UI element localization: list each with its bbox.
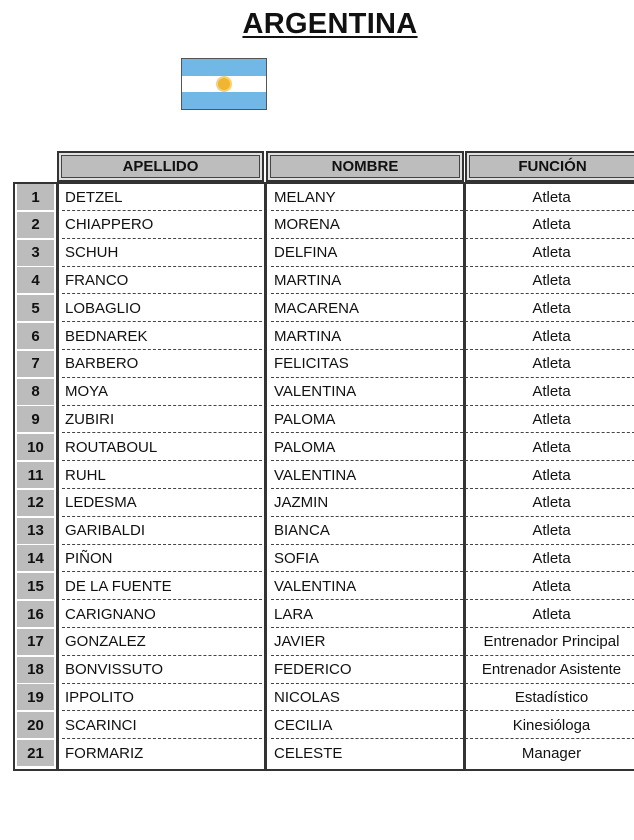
cell-nombre: LARA bbox=[271, 601, 463, 628]
table-row bbox=[15, 601, 634, 629]
cell-apellido: LOBAGLIO bbox=[62, 295, 262, 322]
table-row bbox=[15, 573, 634, 601]
cell-funcion: Atleta bbox=[465, 212, 634, 239]
row-number: 4 bbox=[17, 267, 54, 293]
row-number: 19 bbox=[17, 684, 54, 710]
table-row bbox=[15, 545, 634, 573]
row-number: 7 bbox=[17, 351, 54, 377]
cell-nombre: PALOMA bbox=[271, 434, 463, 461]
cell-apellido: SCHUH bbox=[62, 240, 262, 267]
row-number: 15 bbox=[17, 573, 54, 599]
cell-funcion: Entrenador Asistente bbox=[465, 657, 634, 684]
header-nombre: NOMBRE bbox=[266, 151, 464, 182]
table-row bbox=[15, 323, 634, 351]
cell-nombre: PALOMA bbox=[271, 406, 463, 433]
cell-apellido: MOYA bbox=[62, 379, 262, 406]
cell-apellido: IPPOLITO bbox=[62, 684, 262, 711]
cell-nombre: VALENTINA bbox=[271, 379, 463, 406]
table-row bbox=[15, 379, 634, 407]
table-row bbox=[15, 212, 634, 240]
header-funcion: FUNCIÓN bbox=[465, 151, 634, 182]
cell-funcion: Atleta bbox=[465, 240, 634, 267]
table-row bbox=[15, 267, 634, 295]
cell-funcion: Entrenador Principal bbox=[465, 629, 634, 656]
row-number: 8 bbox=[17, 379, 54, 405]
cell-funcion: Atleta bbox=[465, 267, 634, 294]
cell-funcion: Atleta bbox=[465, 323, 634, 350]
flag-band-bottom bbox=[182, 92, 266, 109]
cell-apellido: SCARINCI bbox=[62, 712, 262, 739]
cell-funcion: Atleta bbox=[465, 434, 634, 461]
cell-apellido: BEDNAREK bbox=[62, 323, 262, 350]
table-row bbox=[15, 295, 634, 323]
table-row bbox=[15, 684, 634, 712]
cell-apellido: ROUTABOUL bbox=[62, 434, 262, 461]
row-number: 13 bbox=[17, 518, 54, 544]
cell-apellido: FORMARIZ bbox=[65, 745, 144, 762]
cell-nombre: VALENTINA bbox=[271, 573, 463, 600]
row-number: 9 bbox=[17, 406, 54, 432]
cell-nombre: CELESTE bbox=[274, 745, 343, 762]
cell-funcion: Atleta bbox=[465, 295, 634, 322]
row-number: 21 bbox=[17, 740, 54, 766]
table-row bbox=[15, 657, 634, 685]
table-row bbox=[15, 406, 634, 434]
cell-nombre: BIANCA bbox=[271, 518, 463, 545]
cell-funcion: Estadístico bbox=[465, 684, 634, 711]
cell-funcion: Atleta bbox=[465, 379, 634, 406]
row-number: 2 bbox=[17, 212, 54, 238]
cell-apellido: GONZALEZ bbox=[62, 629, 262, 656]
cell-funcion: Atleta bbox=[465, 184, 634, 211]
cell-apellido: DE LA FUENTE bbox=[62, 573, 262, 600]
cell-apellido: PIÑON bbox=[62, 545, 262, 572]
cell-funcion: Atleta bbox=[465, 351, 634, 378]
cell-nombre: VALENTINA bbox=[271, 462, 463, 489]
cell-apellido: FRANCO bbox=[62, 267, 262, 294]
cell-nombre: DELFINA bbox=[271, 240, 463, 267]
cell-funcion: Atleta bbox=[465, 573, 634, 600]
cell-apellido: ZUBIRI bbox=[62, 406, 262, 433]
cell-nombre: FEDERICO bbox=[271, 657, 463, 684]
cell-apellido: LEDESMA bbox=[62, 490, 262, 517]
table-row bbox=[15, 629, 634, 657]
table-row bbox=[15, 184, 634, 212]
table-row bbox=[15, 712, 634, 740]
cell-funcion: Kinesióloga bbox=[465, 712, 634, 739]
cell-apellido: BARBERO bbox=[62, 351, 262, 378]
row-number: 6 bbox=[17, 323, 54, 349]
cell-nombre: MACARENA bbox=[271, 295, 463, 322]
row-number: 20 bbox=[17, 712, 54, 738]
sun-of-may-icon bbox=[218, 78, 230, 90]
table-row bbox=[15, 351, 634, 379]
table-row bbox=[15, 434, 634, 462]
cell-apellido: BONVISSUTO bbox=[62, 657, 262, 684]
row-number: 11 bbox=[17, 462, 54, 488]
row-number: 12 bbox=[17, 490, 54, 516]
row-number: 14 bbox=[17, 545, 54, 571]
table-row bbox=[15, 518, 634, 546]
cell-nombre: MARTINA bbox=[271, 323, 463, 350]
cell-nombre: MORENA bbox=[271, 212, 463, 239]
row-number: 17 bbox=[17, 629, 54, 655]
cell-funcion: Manager bbox=[521, 745, 582, 762]
cell-nombre: FELICITAS bbox=[271, 351, 463, 378]
cell-apellido: RUHL bbox=[62, 462, 262, 489]
cell-apellido: DETZEL bbox=[62, 184, 262, 211]
table-row bbox=[15, 462, 634, 490]
row-number: 18 bbox=[17, 657, 54, 683]
header-apellido: APELLIDO bbox=[57, 151, 264, 182]
row-number: 10 bbox=[17, 434, 54, 460]
cell-funcion: Atleta bbox=[465, 406, 634, 433]
cell-nombre: MARTINA bbox=[271, 267, 463, 294]
table-row bbox=[15, 490, 634, 518]
argentina-flag-icon bbox=[181, 58, 267, 110]
cell-apellido: CHIAPPERO bbox=[62, 212, 262, 239]
cell-apellido: GARIBALDI bbox=[62, 518, 262, 545]
cell-funcion: Atleta bbox=[465, 490, 634, 517]
cell-funcion: Atleta bbox=[465, 518, 634, 545]
row-number: 1 bbox=[17, 184, 54, 210]
cell-nombre: NICOLAS bbox=[271, 684, 463, 711]
cell-nombre: JAVIER bbox=[271, 629, 463, 656]
row-number: 5 bbox=[17, 295, 54, 321]
cell-nombre: MELANY bbox=[271, 184, 463, 211]
cell-nombre: SOFIA bbox=[271, 545, 463, 572]
flag-band-top bbox=[182, 59, 266, 76]
cell-nombre: JAZMIN bbox=[271, 490, 463, 517]
cell-funcion: Atleta bbox=[465, 462, 634, 489]
cell-nombre: CECILIA bbox=[271, 712, 463, 739]
cell-funcion: Atleta bbox=[465, 545, 634, 572]
row-number: 16 bbox=[17, 601, 54, 627]
cell-funcion: Atleta bbox=[465, 601, 634, 628]
row-number: 3 bbox=[17, 240, 54, 266]
cell-apellido: CARIGNANO bbox=[62, 601, 262, 628]
page-title: ARGENTINA bbox=[242, 8, 418, 40]
table-row bbox=[15, 740, 634, 768]
table-row bbox=[15, 240, 634, 268]
